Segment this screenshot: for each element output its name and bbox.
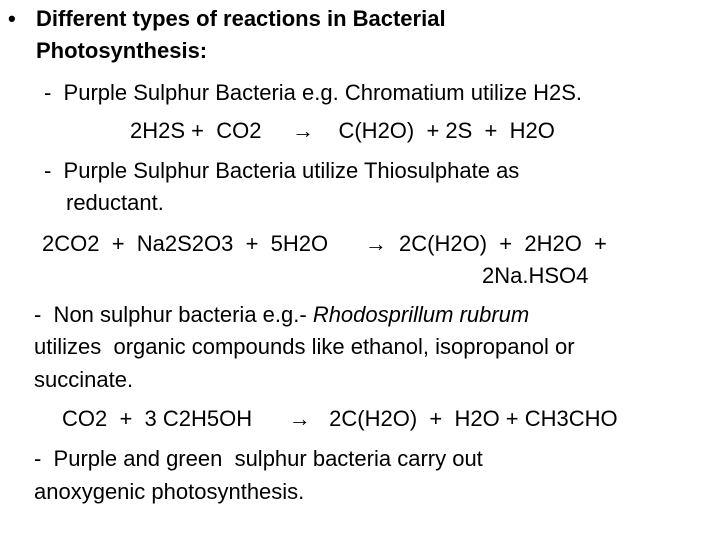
item-2-equation-line-1: 2CO2 + Na2S2O3 + 5H2O → 2C(H2O) + 2H2O + (42, 231, 607, 256)
item-4-text-line-1: - Purple and green sulphur bacteria carry out (34, 446, 483, 471)
bullet-icon: • (8, 6, 16, 31)
item-1-text: - Purple Sulphur Bacteria e.g. Chromatium utilize H2S. (44, 80, 583, 105)
item-3-equation: CO2 + 3 C2H5OH → 2C(H2O) + H2O + CH3CHO (62, 406, 618, 431)
heading-line-1: Different types of reactions in Bacterial (36, 6, 446, 31)
item-2-text-line-2: reductant. (66, 190, 164, 215)
item-2-text-line-1: - Purple Sulphur Bacteria utilize Thiosulphate as (44, 158, 520, 183)
item-3-text-prefix: - Non sulphur bacteria e.g.- (34, 302, 313, 327)
heading-line-2: Photosynthesis: (36, 38, 208, 63)
item-4-text-line-2: anoxygenic photosynthesis. (34, 479, 305, 504)
item-1-equation: 2H2S + CO2 → C(H2O) + 2S + H2O (130, 118, 555, 143)
organism-name: Rhodosprillum rubrum (312, 302, 530, 327)
item-3-text-line-3: succinate. (34, 367, 134, 392)
item-3-text-line-2: utilizes organic compounds like ethanol, isopropanol or (34, 334, 575, 359)
item-3-text-line-1 (34, 301, 529, 329)
item-2-equation-line-2: 2Na.HSO4 (482, 263, 589, 288)
